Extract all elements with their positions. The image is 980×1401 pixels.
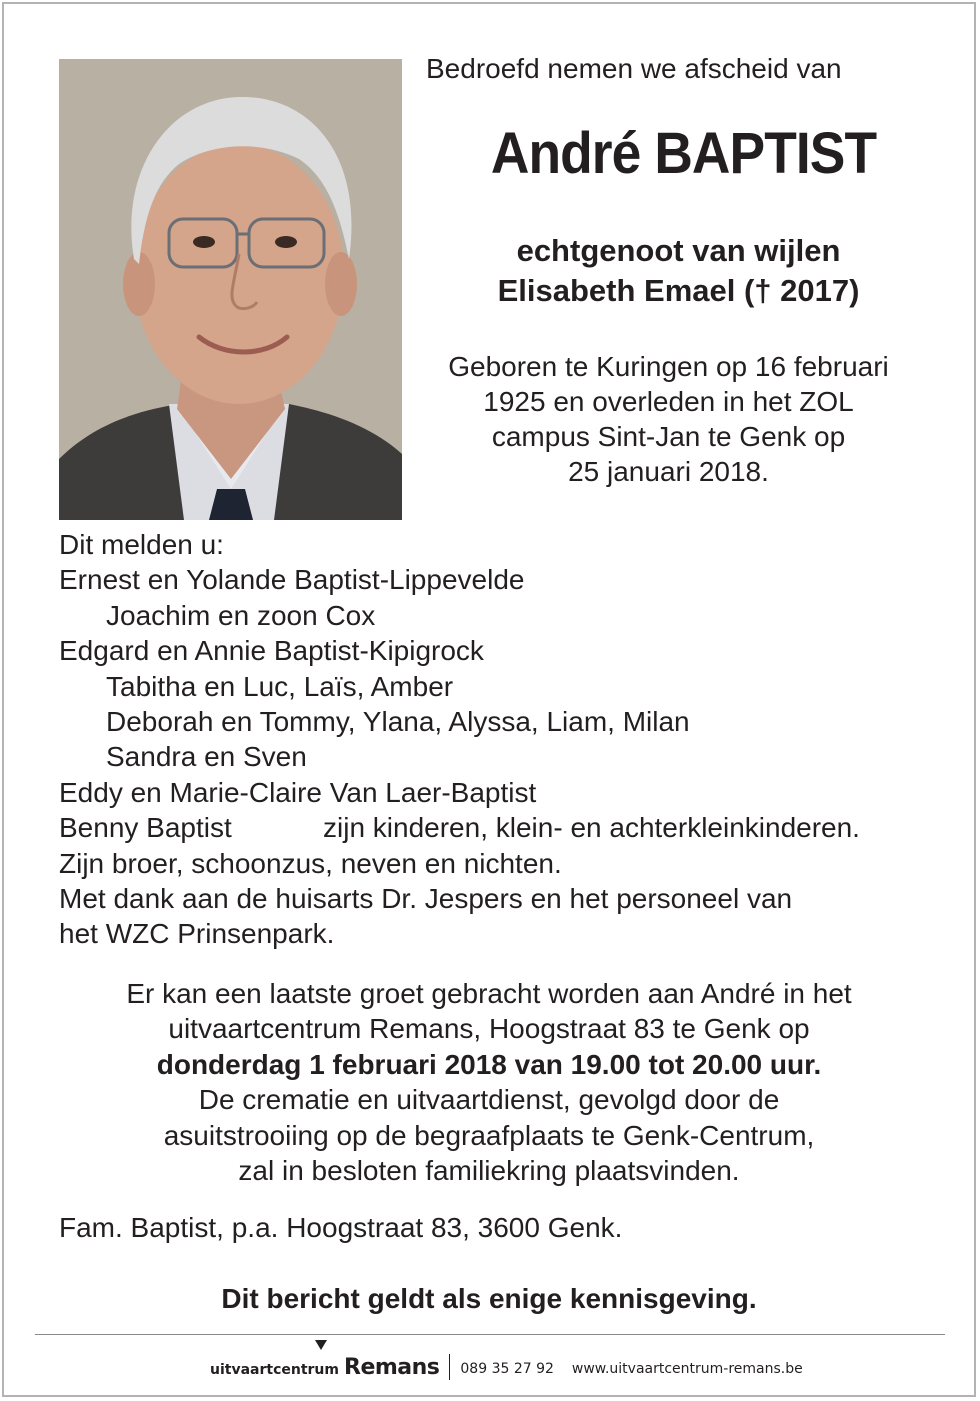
- triangle-marker-icon: [315, 1340, 327, 1350]
- footer-website: www.uitvaartcentrum-remans.be: [571, 1361, 803, 1377]
- birth-death-info: [420, 349, 917, 489]
- farewell-line-2: uitvaartcentrum Remans, Hoogstraat 83 te Genk op: [168, 1013, 810, 1045]
- spouse-line-1: echtgenoot van wijlen: [516, 233, 841, 268]
- notice-statement: Dit bericht geldt als enige kennisgeving.: [221, 1283, 757, 1314]
- family-member-name: Benny Baptist: [59, 812, 232, 844]
- footer-phone: 089 35 27 92: [460, 1361, 554, 1377]
- born-line-4: 25 januari 2018.: [568, 456, 769, 487]
- footer-separator: [449, 1354, 450, 1380]
- family-line-indented: Tabitha en Luc, Laïs, Amber: [106, 670, 454, 702]
- family-summary: zijn kinderen, klein- en achterkleinkinderen.: [323, 812, 860, 844]
- funeral-home-logo: Remans: [344, 1355, 440, 1380]
- family-line: Zijn broer, schoonzus, neven en nichten.: [59, 847, 562, 879]
- born-line-1: Geboren te Kuringen op 16 februari: [448, 351, 889, 382]
- farewell-line-5: asuitstrooiing op de begraafplaats te Genk-Centrum,: [163, 1119, 815, 1151]
- family-line-indented: Deborah en Tommy, Ylana, Alyssa, Liam, Milan: [106, 705, 690, 737]
- footer-prefix: uitvaartcentrum: [210, 1362, 339, 1378]
- family-line: Edgard en Annie Baptist-Kipigrock: [59, 635, 484, 667]
- footer-divider: [35, 1334, 945, 1335]
- footer: [210, 1350, 803, 1380]
- born-line-3: campus Sint-Jan te Genk op: [491, 421, 846, 452]
- farewell-date: donderdag 1 februari 2018 van 19.00 tot 20.00 uur.: [156, 1048, 822, 1080]
- spouse-line-2: Elisabeth Emael († 2017): [497, 273, 860, 308]
- portrait-photo: [59, 59, 402, 520]
- spouse-info: [420, 231, 937, 311]
- thanks-line: Met dank aan de huisarts Dr. Jespers en het personeel van: [59, 882, 793, 914]
- thanks-line: het WZC Prinsenpark.: [59, 918, 335, 950]
- born-line-2: 1925 en overleden in het ZOL: [483, 386, 854, 417]
- farewell-line-1: Er kan een laatste groet gebracht worden aan André in het: [126, 978, 852, 1009]
- farewell-line-4: De crematie en uitvaartdienst, gevolgd door de: [198, 1084, 780, 1116]
- family-line-indented: Joachim en zoon Cox: [106, 599, 376, 631]
- family-address: Fam. Baptist, p.a. Hoogstraat 83, 3600 Genk.: [59, 1212, 623, 1243]
- intro-text: Bedroefd nemen we afscheid van: [426, 53, 842, 84]
- family-line-with-summary: [59, 810, 939, 845]
- farewell-line-6: zal in besloten familiekring plaatsvinden.: [238, 1155, 740, 1187]
- family-line: Eddy en Marie-Claire Van Laer-Baptist: [59, 776, 537, 808]
- deceased-name: André BAPTIST: [490, 121, 877, 186]
- family-heading: Dit melden u:: [59, 529, 224, 560]
- farewell-info: [59, 976, 919, 1188]
- family-list: [59, 527, 939, 952]
- family-line-indented: Sandra en Sven: [106, 741, 307, 773]
- family-line: Ernest en Yolande Baptist-Lippevelde: [59, 564, 525, 596]
